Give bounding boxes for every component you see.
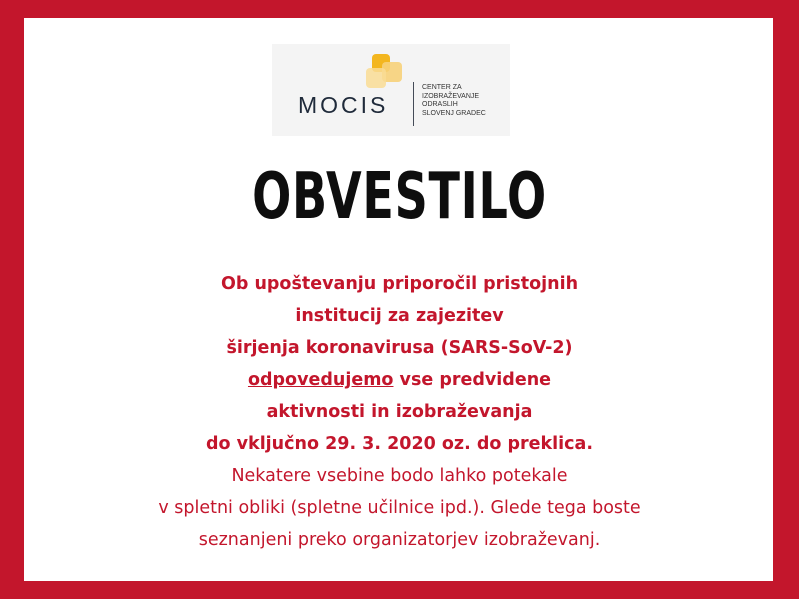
cancel-emphasis: odpovedujemo	[247, 370, 394, 390]
message-line: Nekatere vsebine bodo lahko potekale	[231, 466, 568, 486]
logo-wordmark: MOCIS	[298, 92, 389, 118]
mocis-logo	[272, 44, 510, 136]
notice-title: OBVESTILO	[252, 160, 547, 234]
message-line: institucij za zajezitev	[295, 306, 504, 326]
message-line: v spletni obliki (spletne učilnice ipd.). Glede tega boste	[158, 498, 641, 518]
logo-divider	[413, 82, 414, 126]
logo-squares-icon	[366, 54, 406, 94]
notice-message	[0, 268, 799, 556]
message-line: Ob upoštevanju priporočil pristojnih	[220, 274, 579, 294]
message-line: odpovedujemo vse predvidene	[247, 370, 552, 390]
message-line: aktivnosti in izobraževanja	[266, 402, 533, 422]
message-line: seznanjeni preko organizatorjev izobraževanj.	[198, 530, 601, 550]
message-line: širjenja koronavirusa (SARS-SoV-2)	[226, 338, 573, 358]
message-line: do vključno 29. 3. 2020 oz. do preklica.	[206, 434, 593, 454]
logo-subtitle: CENTER ZA IZOBRAŽEVANJE ODRASLIH SLOVENJ GRADEC	[422, 84, 486, 117]
